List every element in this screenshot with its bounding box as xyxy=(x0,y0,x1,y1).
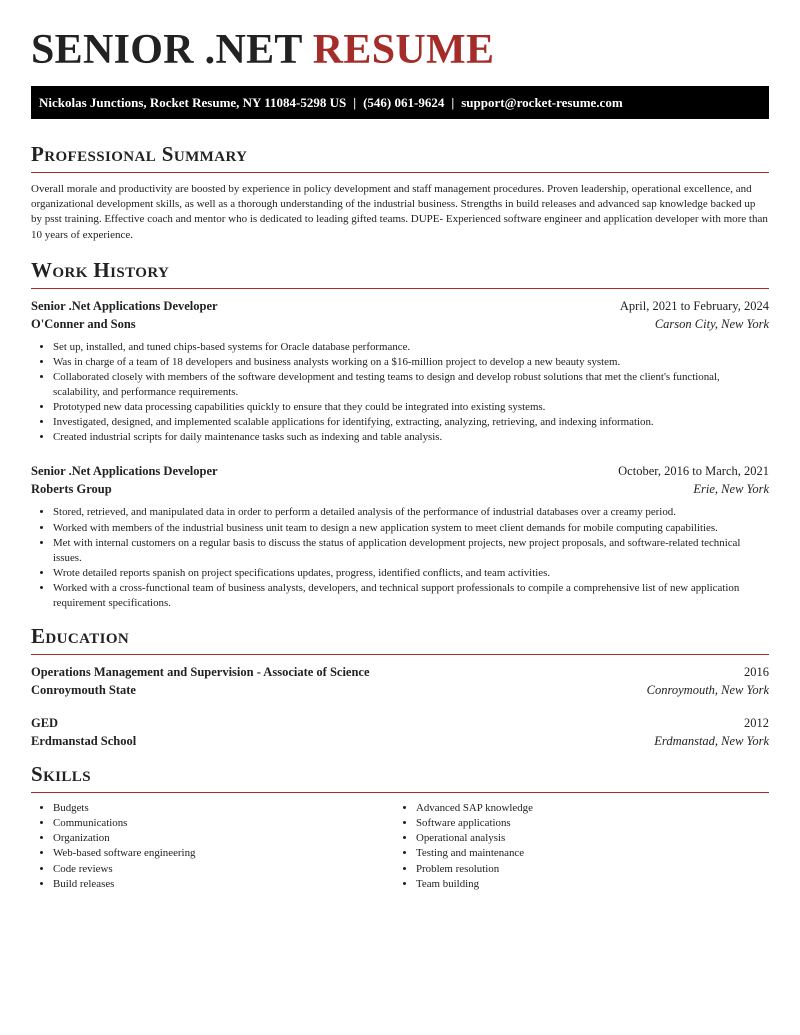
section-divider xyxy=(31,172,769,173)
job-company: Roberts Group xyxy=(31,482,112,497)
education-degree: Operations Management and Supervision - Associate of Science xyxy=(31,665,370,680)
skills-column-left xyxy=(31,801,394,892)
education-entry xyxy=(31,663,769,699)
job-entry xyxy=(31,297,769,446)
skill-item: • Testing and maintenance xyxy=(416,846,769,861)
skill-item: • Advanced SAP knowledge xyxy=(416,801,769,816)
job-title-row xyxy=(31,297,769,315)
job-entry xyxy=(31,462,769,611)
job-title-row xyxy=(31,462,769,480)
skill-item: • Problem resolution xyxy=(416,862,769,877)
contact-email[interactable]: support@rocket-resume.com xyxy=(461,95,623,110)
job-bullet: • Prototyped new data processing capabilities quickly to ensure that they could be integrated into existing systems. xyxy=(53,400,769,415)
contact-bar xyxy=(31,86,769,119)
job-bullet: • Collaborated closely with members of the software development and testing teams to design and develop robust solutions that met the client's functional, scalability, and performance requirements. xyxy=(53,370,769,400)
education-entry xyxy=(31,714,769,750)
education-school-row xyxy=(31,732,769,750)
skill-item: • Organization xyxy=(53,831,394,846)
education-section xyxy=(31,624,769,750)
job-location: Carson City, New York xyxy=(654,316,769,331)
section-divider xyxy=(31,288,769,289)
job-bullet: • Wrote detailed reports spanish on project specifications updates, progress, identified conflicts, and team activities. xyxy=(53,566,769,581)
job-dates: October, 2016 to March, 2021 xyxy=(618,464,769,479)
section-heading-skills: Skills xyxy=(31,762,91,787)
job-location: Erie, New York xyxy=(693,482,769,497)
skills-list xyxy=(394,801,769,892)
skill-item: • Communications xyxy=(53,816,394,831)
skill-item: • Operational analysis xyxy=(416,831,769,846)
job-bullet: • Was in charge of a team of 18 developers and business analysts working on a $16-million project to develop a new beauty system. xyxy=(53,355,769,370)
education-year: 2016 xyxy=(744,665,769,680)
job-bullet: • Stored, retrieved, and manipulated data in order to perform a detailed analysis of the performance of industrial databases over a creamy period. xyxy=(53,505,769,520)
skill-item: • Budgets xyxy=(53,801,394,816)
skills-column-right xyxy=(394,801,769,892)
education-degree: GED xyxy=(31,716,59,731)
contact-phone[interactable]: (546) 061-9624 xyxy=(363,95,445,110)
job-company: O'Conner and Sons xyxy=(31,316,136,331)
job-bullet: • Worked with members of the industrial business unit team to design a new application system to meet client demands for mobile computing capabilities. xyxy=(53,521,769,536)
job-dates: April, 2021 to February, 2024 xyxy=(619,298,769,313)
section-heading-summary: Professional Summary xyxy=(31,142,248,166)
section-divider xyxy=(31,792,769,793)
job-title: Senior .Net Applications Developer xyxy=(31,464,218,479)
skill-item: • Build releases xyxy=(53,877,394,892)
education-location: Erdmanstad, New York xyxy=(654,734,769,749)
education-school: Erdmanstad School xyxy=(31,734,137,749)
section-heading-work-history: Work History xyxy=(31,257,170,282)
contact-separator: | xyxy=(353,95,357,110)
education-degree-row xyxy=(31,714,769,732)
skill-item: • Web-based software engineering xyxy=(53,846,394,861)
job-bullet: • Worked with a cross-functional team of business analysts, developers, and technical support professionals to compile a comprehensive list of new application requirement specifications. xyxy=(53,581,769,611)
education-year: 2012 xyxy=(744,716,769,731)
skills-section xyxy=(31,762,769,892)
education-location: Conroymouth, New York xyxy=(646,683,769,698)
skill-item: • Code reviews xyxy=(53,862,394,877)
job-bullet: • Met with internal customers on a regular basis to discuss the status of application development projects, new project proposals, and software-related technical issues. xyxy=(53,536,769,566)
section-divider xyxy=(31,654,769,655)
job-bullets xyxy=(31,340,769,446)
skill-item: • Software applications xyxy=(416,816,769,831)
contact-separator: | xyxy=(451,95,455,110)
education-degree-row xyxy=(31,663,769,681)
skills-columns xyxy=(31,801,769,892)
contact-address: Nickolas Junctions, Rocket Resume, NY 11084-5298 US xyxy=(39,95,347,110)
title-main: SENIOR .NET xyxy=(31,27,302,73)
job-bullet: • Created industrial scripts for daily maintenance tasks such as indexing and table analysis. xyxy=(53,430,769,445)
summary-section xyxy=(31,142,769,243)
skill-item: • Team building xyxy=(416,877,769,892)
section-heading-education: Education xyxy=(31,624,130,649)
resume-title xyxy=(31,0,769,73)
title-accent: RESUME xyxy=(312,27,495,73)
work-history-section xyxy=(31,258,769,611)
job-title: Senior .Net Applications Developer xyxy=(31,298,218,313)
education-school-row xyxy=(31,681,769,699)
job-company-row xyxy=(31,315,769,333)
job-bullet: • Investigated, designed, and implemented scalable applications for identifying, extracting, analyzing, retrieving, and indexing information. xyxy=(53,415,769,430)
skills-list xyxy=(31,801,394,892)
education-school: Conroymouth State xyxy=(31,683,136,698)
job-bullet: • Set up, installed, and tuned chips-based systems for Oracle database performance. xyxy=(53,340,769,355)
job-company-row xyxy=(31,480,769,498)
summary-text: Overall morale and productivity are boosted by experience in policy development and staff management procedures. Proven leadership, operational excellence, and organizational development skills, as well as a thorough understanding of the industrial business. Strengths in build releases and advanced sap knowledge backed up by psst training. Effective coach and mentor who is dedicated to leading gifted teams. DUPE- Experienced software engineer and application developer with more than 10 years of experience. xyxy=(31,183,768,241)
job-bullets xyxy=(31,505,769,611)
